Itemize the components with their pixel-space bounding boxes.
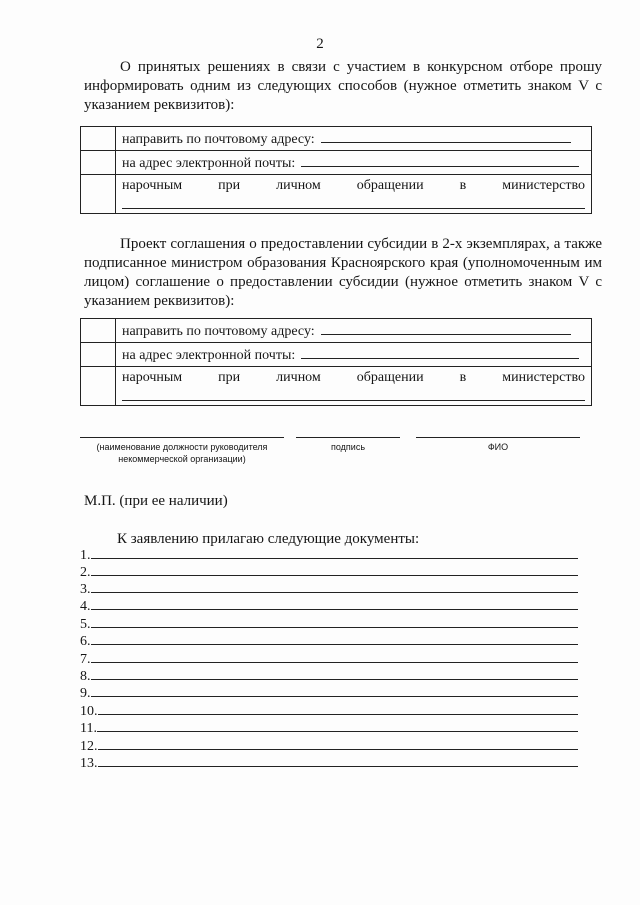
attachment-row: 6.	[80, 631, 578, 648]
name-signature-block	[416, 437, 580, 453]
in-person-details-field[interactable]	[122, 390, 585, 401]
option-in-person-1	[116, 175, 592, 214]
attachments-title: К заявлению прилагаю следующие документы:	[117, 531, 420, 547]
attachment-row: 2.	[80, 562, 578, 579]
attachment-row: 11.	[80, 718, 578, 735]
attachment-field[interactable]	[91, 562, 579, 576]
position-caption: (наименование должности руководителя некоммерческой организации)	[96, 442, 268, 464]
option-postal-1	[116, 127, 592, 151]
agreement-paragraph	[84, 235, 602, 311]
notification-options-table	[80, 126, 592, 214]
in-person-details-field[interactable]	[122, 198, 585, 209]
agreement-options-table	[80, 318, 592, 406]
option-email-2	[116, 343, 592, 367]
agreement-paragraph-text: Проект соглашения о предоставлении субсидии в 2-х экземплярах, а также подписанное министром образования Красноярского края (уполномоченным им лицом) соглашение о предоставлении субсидии (нужное отметить знаком V с указанием реквизитов):	[84, 236, 602, 309]
option-postal-label: направить по почтовому адресу:	[122, 132, 315, 147]
checkbox-postal-2[interactable]	[81, 319, 116, 343]
signature-caption: подпись	[330, 442, 366, 452]
attachment-field[interactable]	[98, 736, 579, 750]
attachment-row: 10.	[80, 701, 578, 718]
attachment-row: 8.	[80, 666, 578, 683]
option-email-label: на адрес электронной почты:	[122, 348, 296, 363]
checkbox-email-2[interactable]	[81, 343, 116, 367]
signature-line[interactable]	[296, 437, 400, 438]
attachment-field[interactable]	[91, 683, 579, 697]
attachment-row: 7.	[80, 649, 578, 666]
option-postal-2	[116, 319, 592, 343]
postal-address-field[interactable]	[321, 322, 571, 335]
postal-address-field[interactable]	[321, 130, 571, 143]
position-signature-block	[80, 437, 284, 465]
attachment-field[interactable]	[91, 631, 579, 645]
attachment-row: 4.	[80, 596, 578, 613]
attachment-field[interactable]	[91, 545, 579, 559]
option-email-1	[116, 151, 592, 175]
checkbox-email-1[interactable]	[81, 151, 116, 175]
attachment-row: 3.	[80, 579, 578, 596]
checkbox-in-person-2[interactable]	[81, 367, 116, 406]
option-email-label: на адрес электронной почты:	[122, 156, 296, 171]
page-number: 2	[316, 36, 324, 52]
email-address-field[interactable]	[301, 346, 579, 359]
attachment-field[interactable]	[97, 718, 578, 732]
attachment-field[interactable]	[98, 753, 579, 767]
attachment-row: 12.	[80, 736, 578, 753]
stamp-note: М.П. (при ее наличии)	[84, 493, 228, 509]
attachment-field[interactable]	[91, 649, 579, 663]
attachment-field[interactable]	[98, 701, 579, 715]
attachment-field[interactable]	[91, 596, 579, 610]
email-address-field[interactable]	[301, 154, 579, 167]
attachment-field[interactable]	[91, 579, 579, 593]
option-in-person-2	[116, 367, 592, 406]
signature-block	[296, 437, 400, 453]
name-caption: ФИО	[487, 442, 509, 452]
attachment-row: 1.	[80, 545, 578, 562]
option-in-person-label: нарочным при личном обращении в министерство	[122, 370, 585, 385]
notification-paragraph-text: О принятых решениях в связи с участием в конкурсном отборе прошу информировать одним из следующих способов (нужное отметить знаком V с указанием реквизитов):	[84, 59, 602, 113]
attachment-row: 13.	[80, 753, 578, 770]
checkbox-in-person-1[interactable]	[81, 175, 116, 214]
position-line[interactable]	[80, 437, 284, 438]
attachment-field[interactable]	[91, 614, 579, 628]
name-line[interactable]	[416, 437, 580, 438]
attachment-row: 9.	[80, 683, 578, 700]
option-postal-label: направить по почтовому адресу:	[122, 324, 315, 339]
checkbox-postal-1[interactable]	[81, 127, 116, 151]
notification-paragraph	[84, 58, 602, 115]
attachment-field[interactable]	[91, 666, 579, 680]
option-in-person-label: нарочным при личном обращении в министерство	[122, 178, 585, 193]
attachment-row: 5.	[80, 614, 578, 631]
